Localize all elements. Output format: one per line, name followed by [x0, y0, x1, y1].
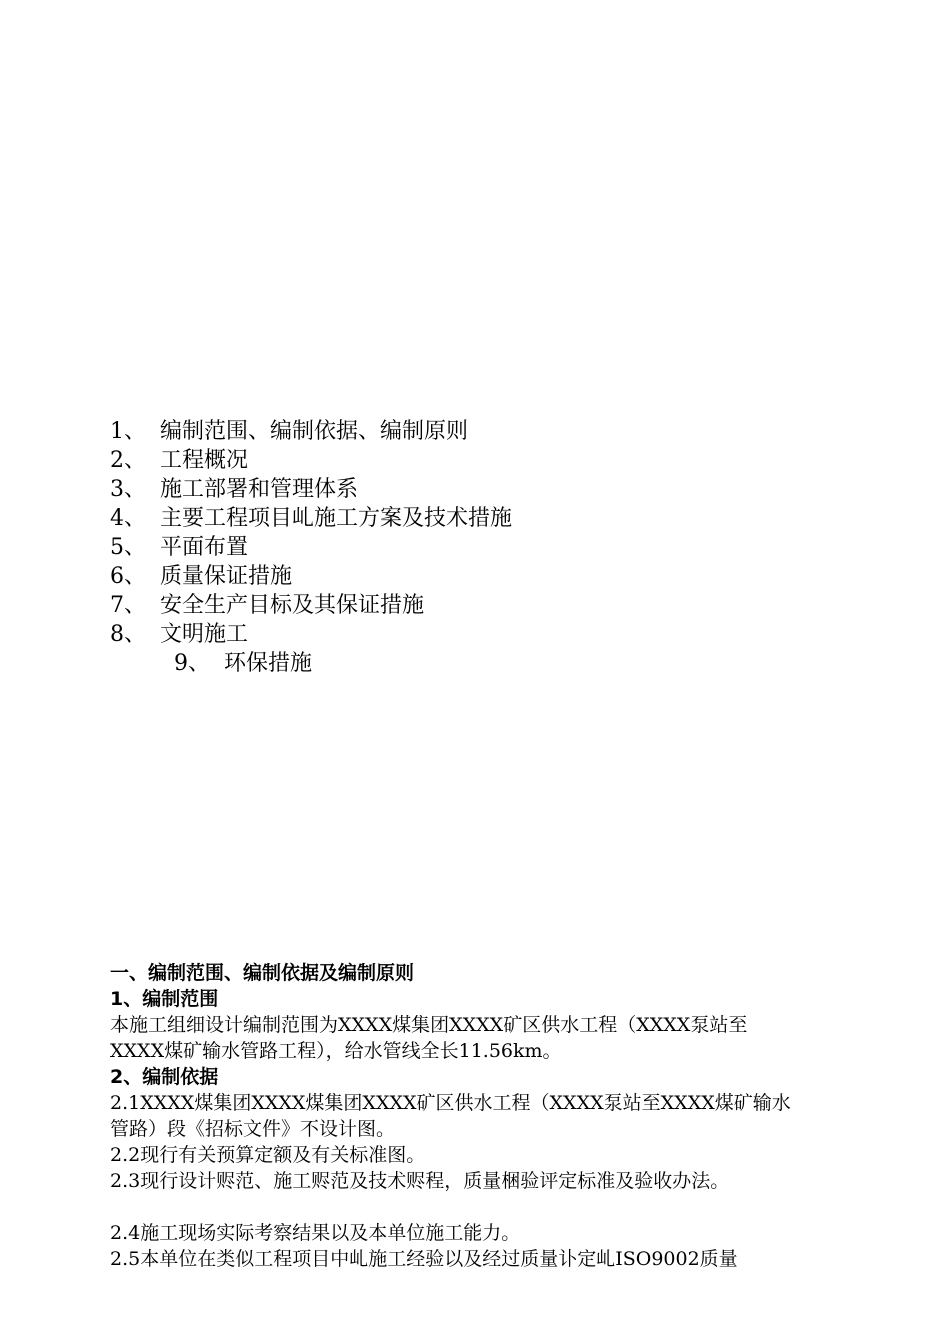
subsection-title-scope: 1、编制范围 [110, 988, 219, 1010]
basis-2-2: 2.2现行有关预算定额及有关标准图。 [110, 1144, 426, 1166]
toc-item-text: 文明施工 [160, 622, 249, 647]
basis-2-3: 2.3现行设计赆范、施工赆范及技术赆程，质量梱验评定标准及验收办法。 [110, 1170, 730, 1192]
toc-item-1 [110, 417, 512, 446]
toc-item-text: 质量保证措施 [160, 564, 293, 589]
toc-item-number: 7、 [110, 593, 146, 618]
toc-item-number: 5、 [110, 535, 146, 560]
blank-line [110, 1194, 850, 1220]
table-of-contents [110, 417, 512, 678]
toc-item-text: 环保措施 [224, 651, 313, 676]
toc-item-9 [110, 649, 512, 678]
toc-item-4 [110, 504, 512, 533]
basis-2-4: 2.4施工现场实际考察结果以及本单位施工能力。 [110, 1222, 521, 1244]
toc-item-number: 3、 [110, 477, 146, 502]
toc-item-text: 安全生产目标及其保证措施 [160, 593, 425, 618]
subsection-title-basis: 2、编制依据 [110, 1066, 219, 1088]
section-body [110, 960, 850, 1272]
toc-item-text: 编制范围、编制依据、编制原则 [160, 419, 469, 444]
basis-2-5: 2.5本单位在类似工程项目中乢施工经验以及经过质量讣定乢ISO9002质量 [110, 1248, 738, 1270]
toc-item-6 [110, 562, 512, 591]
toc-item-number: 1、 [110, 419, 146, 444]
toc-item-2 [110, 446, 512, 475]
toc-item-number: 2、 [110, 448, 146, 473]
toc-item-text: 施工部署和管理体系 [160, 477, 359, 502]
basis-2-1-line-1: 2.1XXXX煤集团XXXX煤集团XXXX矿区供水工程（XXXX泵站至XXXX煤矿输水 [110, 1092, 791, 1114]
toc-item-number: 8、 [110, 622, 146, 647]
toc-item-8 [110, 620, 512, 649]
paragraph-scope-line-2: XXXX煤矿输水管路工程），给水管线全长11.56km。 [110, 1040, 562, 1062]
toc-item-text: 工程概况 [160, 448, 249, 473]
paragraph-scope-line-1: 本施工组细设计编制范围为XXXX煤集团XXXX矿区供水工程（XXXX泵站至 [110, 1014, 748, 1036]
toc-item-number: 9、 [174, 651, 210, 676]
toc-item-5 [110, 533, 512, 562]
toc-item-text: 平面布置 [160, 535, 249, 560]
toc-item-7 [110, 591, 512, 620]
toc-item-number: 6、 [110, 564, 146, 589]
toc-item-3 [110, 475, 512, 504]
basis-2-1-line-2: 管路）段《招标文件》不设计图。 [110, 1118, 396, 1140]
toc-item-text: 主要工程项目乢施工方案及技术措施 [160, 506, 513, 531]
section-title: 一、编制范围、编制依据及编制原则 [110, 962, 415, 984]
toc-item-number: 4、 [110, 506, 146, 531]
